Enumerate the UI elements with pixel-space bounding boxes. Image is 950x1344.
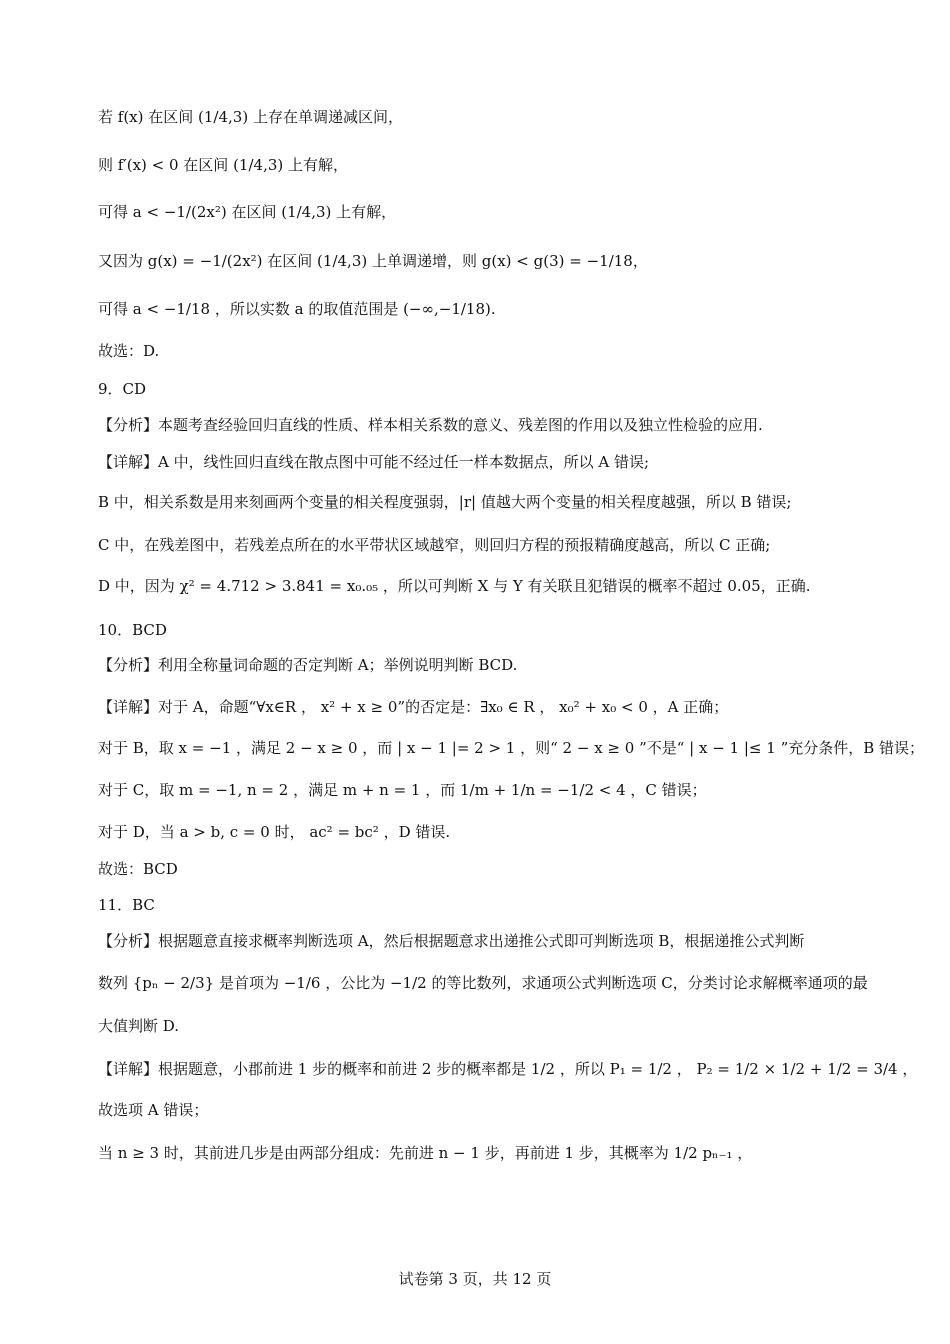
text-line: 【详解】A 中，线性回归直线在散点图中可能不经过任一样本数据点，所以 A 错误; [98, 453, 650, 471]
text-line: 对于 B，取 x = −1 ，满足 2 − x ≥ 0 ，而 | x − 1 |= 2 > 1 ，则“ 2 − x ≥ 0 ”不是“ | x − 1 |≤ 1 ”充分条件，B 错误； [98, 739, 925, 757]
text-line: 【详解】对于 A，命题“∀x∈R ， x² + x ≥ 0”的否定是：∃x₀ ∈ R ， x₀² + x₀ < 0 ，A 正确； [98, 698, 729, 716]
text-line: C 中，在残差图中，若残差点所在的水平带状区域越窄，则回归方程的预报精确度越高，所以 C 正确; [98, 536, 771, 554]
text-line: 【详解】根据题意，小郡前进 1 步的概率和前进 2 步的概率都是 1/2 ，所以 P₁ = 1/2 ， P₂ = 1/2 × 1/2 + 1/2 = 3/4 ， [98, 1060, 918, 1078]
text-line: 数列 {pₙ − 2/3} 是首项为 −1/6 ，公比为 −1/2 的等比数列，求通项公式判断选项 C，分类讨论求解概率通项的最 [98, 974, 868, 992]
text-line: 又因为 g(x) = −1/(2x²) 在区间 (1/4,3) 上单调递增，则 g(x) < g(3) = −1/18， [98, 252, 648, 270]
text-line: 则 f′(x) < 0 在区间 (1/4,3) 上有解， [98, 156, 348, 174]
text-line: 对于 C，取 m = −1, n = 2 ，满足 m + n = 1 ，而 1/m + 1/n = −1/2 < 4 ，C 错误； [98, 781, 707, 799]
text-line: 对于 D，当 a > b, c = 0 时， ac² = bc² ，D 错误. [98, 823, 451, 841]
text-line: 【分析】利用全称量词命题的否定判断 A；举例说明判断 BCD. [98, 656, 518, 674]
text-line: 故选：BCD [98, 860, 178, 878]
text-line: 9．CD [98, 380, 147, 398]
text-line: B 中，相关系数是用来刻画两个变量的相关程度强弱，|r| 值越大两个变量的相关程度越强，所以 B 错误; [98, 493, 792, 511]
text-line: 故选：D. [98, 342, 160, 360]
text-line: 故选项 A 错误； [98, 1101, 209, 1119]
text-line: 当 n ≥ 3 时，其前进几步是由两部分组成：先前进 n − 1 步，再前进 1 步，其概率为 1/2 pₙ₋₁ ， [98, 1144, 753, 1162]
text-line: D 中，因为 χ² = 4.712 > 3.841 = x₀.₀₅ ，所以可判断 X 与 Y 有关联且犯错误的概率不超过 0.05，正确. [98, 577, 811, 595]
text-line: 可得 a < −1/(2x²) 在区间 (1/4,3) 上有解， [98, 203, 397, 221]
text-line: 大值判断 D. [98, 1017, 180, 1035]
page-footer: 试卷第 3 页，共 12 页 [398, 1270, 552, 1288]
text-line: 10．BCD [98, 621, 167, 639]
text-line: 【分析】本题考查经验回归直线的性质、样本相关系数的意义、残差图的作用以及独立性检验的应用. [98, 416, 763, 434]
text-line: 可得 a < −1/18 ，所以实数 a 的取值范围是 (−∞,−1/18). [98, 300, 496, 318]
text-line: 若 f(x) 在区间 (1/4,3) 上存在单调递减区间， [98, 108, 403, 126]
text-line: 【分析】根据题意直接求概率判断选项 A，然后根据题意求出递推公式即可判断选项 B，根据递推公式判断 [98, 932, 805, 950]
text-line: 11．BC [98, 896, 155, 914]
